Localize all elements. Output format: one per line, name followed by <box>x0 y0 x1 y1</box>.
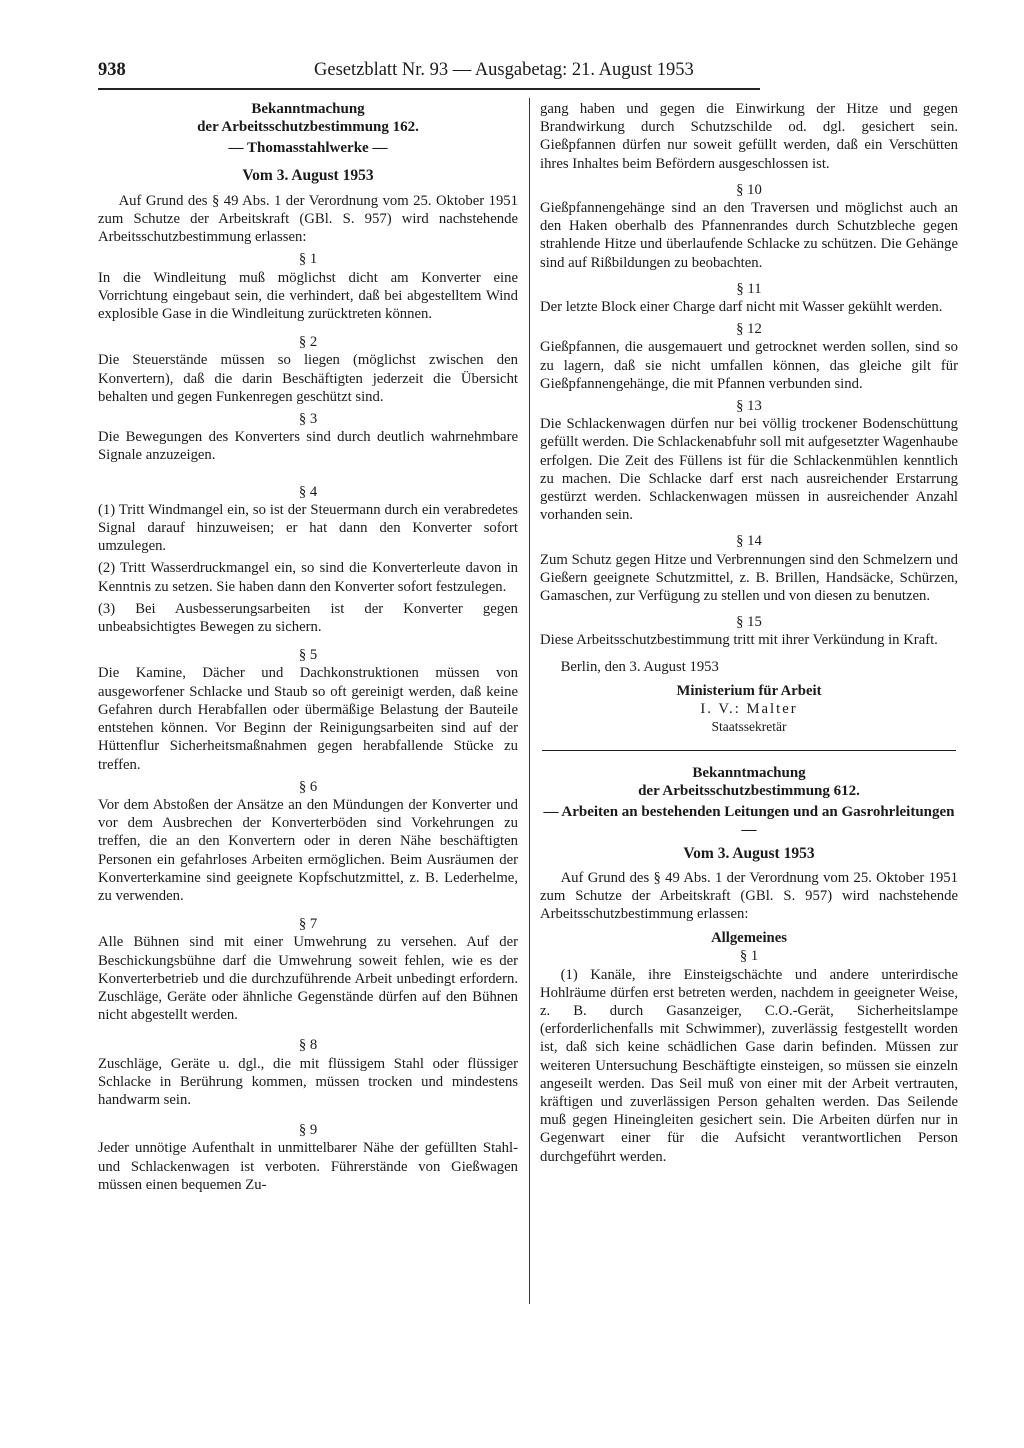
notice-subtitle: — Arbeiten an bestehenden Leitungen und an Gasrohrleitungen — <box>543 803 955 839</box>
subsection-heading: Allgemeines <box>711 930 787 947</box>
section-text: Zum Schutz gegen Hitze und Verbrennungen sind den Schmelzern und Gießern geeignete Schutzmittel, z. B. Brillen, Handsäcke, Schürzen, Gamaschen, zur Verfügung zu stellen und von diesen zu benutzen. <box>540 551 958 605</box>
right-column <box>540 100 958 1166</box>
section-heading: § 5 <box>298 647 318 664</box>
section-heading: § 1 <box>298 251 318 268</box>
notice-title-1: Bekanntmachung <box>692 764 806 781</box>
section-heading: § 7 <box>298 916 318 933</box>
section-text: Gießpfannengehänge sind an den Traversen und möglichst auch an den Haken oberhalb des Pfannenrandes durch Schutzbleche gegen strahlende Hitze und überlaufende Schlacke zu schützen. Die Gehänge sind auf Rißbildungen zu beobachten. <box>540 200 958 271</box>
section-text: Die Schlackenwagen dürfen nur bei völlig trockener Bodenschüttung gefüllt werden. Die Schlackenabfuhr soll mit aufgesetzter Wagenhaube erfolgen. Die Zeit des Füllens ist für die Schlackenmühlen kenntlich zu machen. Die Schlacke darf erst nach ausreichender Erstarrung gestürzt werden. Schlackenwagen müssen in ausreichender Anzahl vorhanden sein. <box>540 416 958 524</box>
section-heading: § 13 <box>736 398 762 415</box>
section-text: (1) Kanäle, ihre Einsteigschächte und andere unterirdische Hohlräume dürfen erst betreten werden, nachdem in geeigneter Weise, z. B. durch Gasanzeiger, C.O.-Gerät, Sicherheitslampe (erforderlichenfalls mit Schwimmer), zuverlässig festgestellt worden ist, daß sich keine schädlichen Gase darin befinden. Müssen zur weiteren Untersuchung Beschäftigte einsteigen, so müssen sie einzeln angeseilt werden. Das Seil muß von einer mit der Arbeit vertrauten, kräftigen und zuverlässigen Person gehalten werden. Das Seilende muß gegen Hineingleiten gesichert sein. Die Arbeiten dürfen nur in Gegenwart einer für die Aufsicht verantwortlichen Person durchgeführt werden. <box>540 966 958 1165</box>
section-heading: § 15 <box>736 614 762 631</box>
notice-title-1: Bekanntmachung <box>251 101 365 117</box>
section-text: In die Windleitung muß möglichst dicht am Konverter eine Vorrichtung eingebaut sein, die verhindert, daß bei abgestelltem Wind explosible Gase in die Windleitung zurücktreten können. <box>98 269 518 323</box>
section-rule <box>542 750 956 751</box>
section-text: Die Kamine, Dächer und Dachkonstruktionen müssen von ausgeworfener Schlacke und Staub so oft gereinigt werden, daß keine Gefahren durch Herabfallen oder übermäßige Belastung der Bauteile entstehen können. Vor Beginn der Reinigungsarbeiten sind auf der Hüttenflur Sicherheitsmaßnahmen gegen herabfallende Stücke zu treffen. <box>98 665 518 773</box>
signatory: I. V.: Malter <box>700 701 798 718</box>
section-text: Der letzte Block einer Charge darf nicht mit Wasser gekühlt werden. <box>540 299 943 316</box>
intro-text: Auf Grund des § 49 Abs. 1 der Verordnung vom 25. Oktober 1951 zum Schutze der Arbeitskraft (GBl. S. 957) wird nachstehende Arbeitsschutzbestimmung erlassen: <box>540 869 958 922</box>
section-text: Gießpfannen, die ausgemauert und getrocknet werden sollen, sind so zu lagern, daß sie nicht umfallen können, das gleiche gilt für Gießpfannengehänge, die mit Pfannen verbunden sind. <box>540 339 958 392</box>
left-column <box>98 100 518 1194</box>
signatory-role: Staatssekretär <box>711 719 787 735</box>
section-heading: § 1 <box>739 948 759 965</box>
page-header <box>98 60 760 90</box>
column-divider <box>529 98 530 1304</box>
section-heading: § 12 <box>736 321 762 338</box>
section-text: Die Steuerstände müssen so liegen (möglichst zwischen den Konvertern), daß die darin Beschäftigten jederzeit die Übersicht behalten und gegen Funkenregen geschützt sind. <box>98 352 518 405</box>
section-heading: § 6 <box>298 778 318 795</box>
section-text: Alle Bühnen sind mit einer Umwehrung zu versehen. Auf der Beschickungsbühne darf die Umwehrung soweit fehlen, wie es der Konverterbetrieb und die durchzuführende Arbeit unbedingt erfordern. Zuschläge, Geräte oder ähnliche Gegenstände dürfen auf den Bühnen nicht abgestellt werden. <box>98 934 518 1024</box>
section-heading: § 11 <box>736 280 762 297</box>
header-title: Gesetzblatt Nr. 93 — Ausgabetag: 21. August 1953 <box>314 60 694 80</box>
continued-text: gang haben und gegen die Einwirkung der Hitze und gegen Brandwirkung durch Schutzschilde od. dgl. gesichert sein. Gießpfannen dürfen nur soweit gefüllt werden, daß ein Verschütten ihres Inhaltes beim Befördern ausgeschlossen ist. <box>540 101 958 172</box>
section-text: Diese Arbeitsschutzbestimmung tritt mit ihrer Verkündung in Kraft. <box>540 632 938 649</box>
notice-title-2: der Arbeitsschutzbestimmung 612. <box>638 782 860 799</box>
section-text: (3) Bei Ausbesserungsarbeiten ist der Konverter gegen unbeabsichtigtes Bewegen zu sichern. <box>98 600 518 636</box>
section-text: Jeder unnötige Aufenthalt in unmittelbarer Nähe der gefüllten Stahl- und Schlackenwagen ist verboten. Führerstände von Gießwagen müssen einen bequemen Zu- <box>98 1140 518 1193</box>
section-heading: § 8 <box>298 1037 318 1054</box>
section-heading: § 14 <box>736 533 762 550</box>
section-heading: § 10 <box>736 181 762 198</box>
notice-title-2: der Arbeitsschutzbestimmung 162. <box>197 119 419 136</box>
section-heading: § 2 <box>298 334 318 351</box>
section-text: Die Bewegungen des Konverters sind durch deutlich wahrnehmbare Signale anzuzeigen. <box>98 429 518 464</box>
intro-text: Auf Grund des § 49 Abs. 1 der Verordnung vom 25. Oktober 1951 zum Schutze der Arbeitskraft (GBl. S. 957) wird nachstehende Arbeitsschutzbestimmung erlassen: <box>98 192 518 246</box>
section-text: Zuschläge, Geräte u. dgl., die mit flüssigem Stahl oder flüssiger Schlacke in Berührung kommen, müssen trocken und mindestens handwarm sein. <box>98 1055 518 1108</box>
section-text: Vor dem Abstoßen der Ansätze an den Mündungen der Konverter und vor dem Ausbrechen der Konverterböden sind Vorkehrungen zu treffen, die an den Konvertern oder in deren Nähe beschäftigten Personen ein gefahrloses Arbeiten ermöglichen. Beim Ausräumen der Konverterkamine sind geeignete Kopfschutzmittel, z. B. Lederhelme, zu verwenden. <box>98 796 518 904</box>
section-text: (2) Tritt Wasserdruckmangel ein, so sind die Konverterleute davon in Kenntnis zu setzen. Sie haben dann den Konverter sofort festzulegen. <box>98 560 518 595</box>
notice-date: Vom 3. August 1953 <box>683 845 815 863</box>
place-date: Berlin, den 3. August 1953 <box>560 658 719 675</box>
section-heading: § 4 <box>298 483 318 500</box>
section-heading: § 3 <box>298 411 318 428</box>
section-text: (1) Tritt Windmangel ein, so ist der Steuermann durch ein verabredetes Signal darauf hinzuweisen; er hat dann den Konverter sofort umzulegen. <box>98 501 518 555</box>
page-number: 938 <box>98 60 126 80</box>
notice-subtitle: — Thomasstahlwerke — <box>228 140 388 157</box>
section-heading: § 9 <box>298 1122 318 1139</box>
ministry: Ministerium für Arbeit <box>676 682 822 699</box>
notice-date: Vom 3. August 1953 <box>242 166 374 184</box>
